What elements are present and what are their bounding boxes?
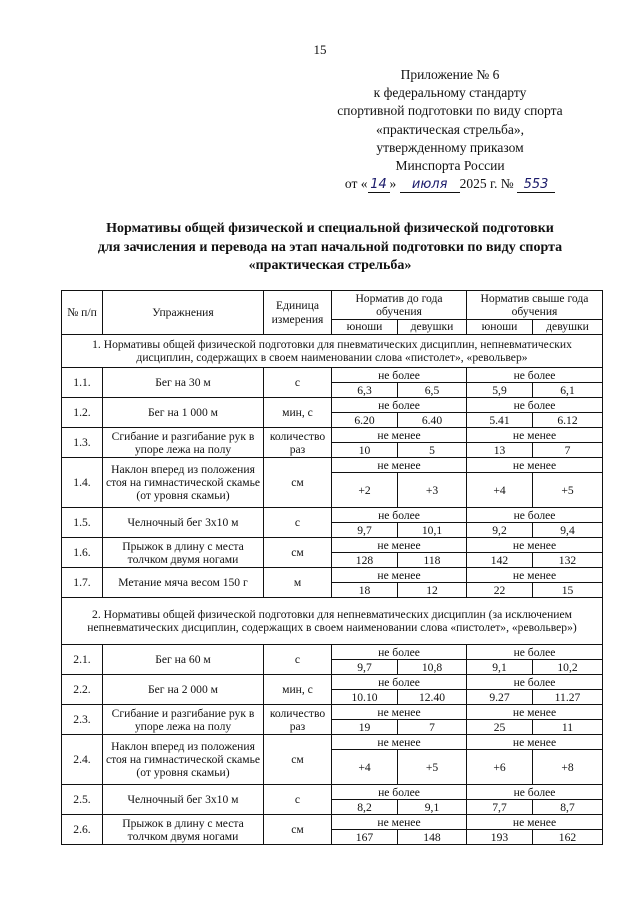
header-boys: юноши: [467, 320, 533, 335]
row-num: 1.1.: [62, 368, 103, 398]
row-num: 2.5.: [62, 785, 103, 815]
value-cell: 6.20: [332, 413, 398, 428]
value-cell: 9,2: [467, 523, 533, 538]
value-cell: 162: [533, 830, 603, 845]
header-girls: девушки: [398, 320, 467, 335]
appendix-line: Минспорта России: [395, 158, 505, 174]
value-cell: 6,1: [533, 383, 603, 398]
appendix-line: Приложение № 6: [400, 67, 500, 82]
value-cell: 9,4: [533, 523, 603, 538]
row-unit: с: [264, 508, 332, 538]
value-cell: 148: [398, 830, 467, 845]
row-condition: не менее: [467, 815, 603, 830]
row-unit: мин, с: [264, 675, 332, 705]
row-num: 2.4.: [62, 735, 103, 785]
header-unit: Единица измерения: [264, 291, 332, 335]
order-date-line: [310, 175, 590, 193]
value-cell: 15: [533, 583, 603, 598]
value-cell: 18: [332, 583, 398, 598]
value-cell: 9,1: [467, 660, 533, 675]
row-exercise: Бег на 30 м: [103, 368, 264, 398]
value-cell: 6.12: [533, 413, 603, 428]
value-cell: 5.41: [467, 413, 533, 428]
header-upto-year: Норматив до года обучения: [332, 291, 467, 320]
row-exercise: Сгибание и разгибание рук в упоре лежа на полу: [103, 428, 264, 458]
row-num: 1.4.: [62, 458, 103, 508]
handwritten-order-number: 553: [517, 178, 555, 193]
row-num: 2.2.: [62, 675, 103, 705]
row-exercise: Метание мяча весом 150 г: [103, 568, 264, 598]
header-exercise: Упражнения: [103, 291, 264, 335]
row-exercise: Наклон вперед из положения стоя на гимнастической скамье (от уровня скамьи): [103, 735, 264, 785]
value-cell: 6,3: [332, 383, 398, 398]
row-condition: не более: [332, 785, 467, 800]
value-cell: 193: [467, 830, 533, 845]
value-cell: 10: [332, 443, 398, 458]
row-num: 2.1.: [62, 645, 103, 675]
value-cell: +2: [332, 473, 398, 508]
appendix-line: спортивной подготовки по виду спорта: [337, 103, 563, 119]
row-condition: не менее: [467, 568, 603, 583]
row-exercise: Сгибание и разгибание рук в упоре лежа на полу: [103, 705, 264, 735]
value-cell: 9,1: [398, 800, 467, 815]
row-num: 2.6.: [62, 815, 103, 845]
date-prefix: от «: [344, 176, 368, 192]
row-condition: не менее: [332, 568, 467, 583]
section-title: 1. Нормативы общей физической подготовки для пневматических дисциплин, непневматических дисциплин, содержащих в своем наименовании слова «пистолет», «револьвер»: [62, 335, 603, 368]
value-cell: 22: [467, 583, 533, 598]
row-condition: не более: [467, 785, 603, 800]
row-unit: см: [264, 735, 332, 785]
value-cell: 128: [332, 553, 398, 568]
value-cell: 118: [398, 553, 467, 568]
value-cell: 5,9: [467, 383, 533, 398]
handwritten-day: 14: [368, 178, 390, 193]
title-line: Нормативы общей физической и специальной физической подготовки: [106, 221, 554, 236]
value-cell: 10.10: [332, 690, 398, 705]
row-exercise: Бег на 60 м: [103, 645, 264, 675]
row-exercise: Бег на 1 000 м: [103, 398, 264, 428]
row-condition: не менее: [332, 538, 467, 553]
value-cell: 8,2: [332, 800, 398, 815]
title-line: для зачисления и перевода на этап начальной подготовки по виду спорта: [97, 239, 563, 255]
appendix-line: к федеральному стандарту: [373, 85, 527, 101]
value-cell: 11.27: [533, 690, 603, 705]
row-condition: не более: [332, 398, 467, 413]
row-unit: с: [264, 785, 332, 815]
row-unit: см: [264, 458, 332, 508]
row-condition: не менее: [467, 458, 603, 473]
row-condition: не более: [467, 368, 603, 383]
header-girls: девушки: [533, 320, 603, 335]
appendix-line: «практическая стрельба»,: [376, 121, 524, 137]
value-cell: 167: [332, 830, 398, 845]
title-line: «практическая стрельба»: [248, 258, 412, 273]
row-unit: см: [264, 538, 332, 568]
value-cell: 10,1: [398, 523, 467, 538]
row-unit: количество раз: [264, 705, 332, 735]
value-cell: +5: [533, 473, 603, 508]
row-condition: не более: [467, 675, 603, 690]
value-cell: 7: [398, 720, 467, 735]
page-number: 15: [313, 42, 327, 57]
row-num: 1.6.: [62, 538, 103, 568]
value-cell: 12: [398, 583, 467, 598]
row-unit: с: [264, 645, 332, 675]
row-num: 2.3.: [62, 705, 103, 735]
row-condition: не менее: [332, 815, 467, 830]
value-cell: 25: [467, 720, 533, 735]
value-cell: 142: [467, 553, 533, 568]
value-cell: +3: [398, 473, 467, 508]
appendix-line: утвержденному приказом: [376, 139, 524, 155]
row-num: 1.2.: [62, 398, 103, 428]
row-condition: не более: [332, 675, 467, 690]
row-unit: с: [264, 368, 332, 398]
value-cell: +4: [332, 750, 398, 785]
value-cell: 132: [533, 553, 603, 568]
value-cell: 10,2: [533, 660, 603, 675]
norms-table: [61, 290, 603, 845]
header-boys: юноши: [332, 320, 398, 335]
row-unit: количество раз: [264, 428, 332, 458]
date-year: 2025 г. №: [459, 176, 514, 192]
row-unit: см: [264, 815, 332, 845]
row-condition: не менее: [467, 428, 603, 443]
value-cell: +8: [533, 750, 603, 785]
value-cell: 19: [332, 720, 398, 735]
row-exercise: Прыжок в длину с места толчком двумя ногами: [103, 815, 264, 845]
row-exercise: Наклон вперед из положения стоя на гимнастической скамье (от уровня скамьи): [103, 458, 264, 508]
date-mid: »: [389, 176, 397, 192]
value-cell: 5: [398, 443, 467, 458]
value-cell: 7,7: [467, 800, 533, 815]
header-over-year: Норматив свыше года обучения: [467, 291, 603, 320]
value-cell: 11: [533, 720, 603, 735]
value-cell: 9,7: [332, 660, 398, 675]
value-cell: 7: [533, 443, 603, 458]
row-condition: не более: [332, 645, 467, 660]
row-condition: не менее: [332, 705, 467, 720]
row-condition: не более: [467, 645, 603, 660]
row-exercise: Прыжок в длину с места толчком двумя ногами: [103, 538, 264, 568]
row-condition: не более: [332, 508, 467, 523]
row-condition: не более: [467, 508, 603, 523]
value-cell: 10,8: [398, 660, 467, 675]
row-exercise: Бег на 2 000 м: [103, 675, 264, 705]
row-num: 1.7.: [62, 568, 103, 598]
row-condition: не более: [332, 368, 467, 383]
value-cell: 13: [467, 443, 533, 458]
row-condition: не более: [467, 398, 603, 413]
value-cell: +5: [398, 750, 467, 785]
value-cell: 6.40: [398, 413, 467, 428]
value-cell: 6,5: [398, 383, 467, 398]
appendix-block: [310, 66, 590, 193]
row-condition: не менее: [467, 735, 603, 750]
value-cell: 9,7: [332, 523, 398, 538]
row-exercise: Челночный бег 3x10 м: [103, 785, 264, 815]
row-num: 1.3.: [62, 428, 103, 458]
section-title: 2. Нормативы общей физической подготовки для непневматических дисциплин (за исключением непневматических дисциплин, содержащих в своем наименовании слова «пистолет», «револьвер»): [62, 598, 603, 645]
handwritten-month: июля: [400, 178, 460, 193]
row-condition: не менее: [467, 538, 603, 553]
row-exercise: Челночный бег 3x10 м: [103, 508, 264, 538]
row-condition: не менее: [332, 735, 467, 750]
value-cell: 8,7: [533, 800, 603, 815]
value-cell: 9.27: [467, 690, 533, 705]
row-condition: не менее: [332, 458, 467, 473]
value-cell: 12.40: [398, 690, 467, 705]
row-condition: не менее: [467, 705, 603, 720]
document-title: [60, 220, 600, 276]
row-condition: не менее: [332, 428, 467, 443]
header-num: № п/п: [62, 291, 103, 335]
value-cell: +4: [467, 473, 533, 508]
row-unit: м: [264, 568, 332, 598]
row-num: 1.5.: [62, 508, 103, 538]
value-cell: +6: [467, 750, 533, 785]
row-unit: мин, с: [264, 398, 332, 428]
